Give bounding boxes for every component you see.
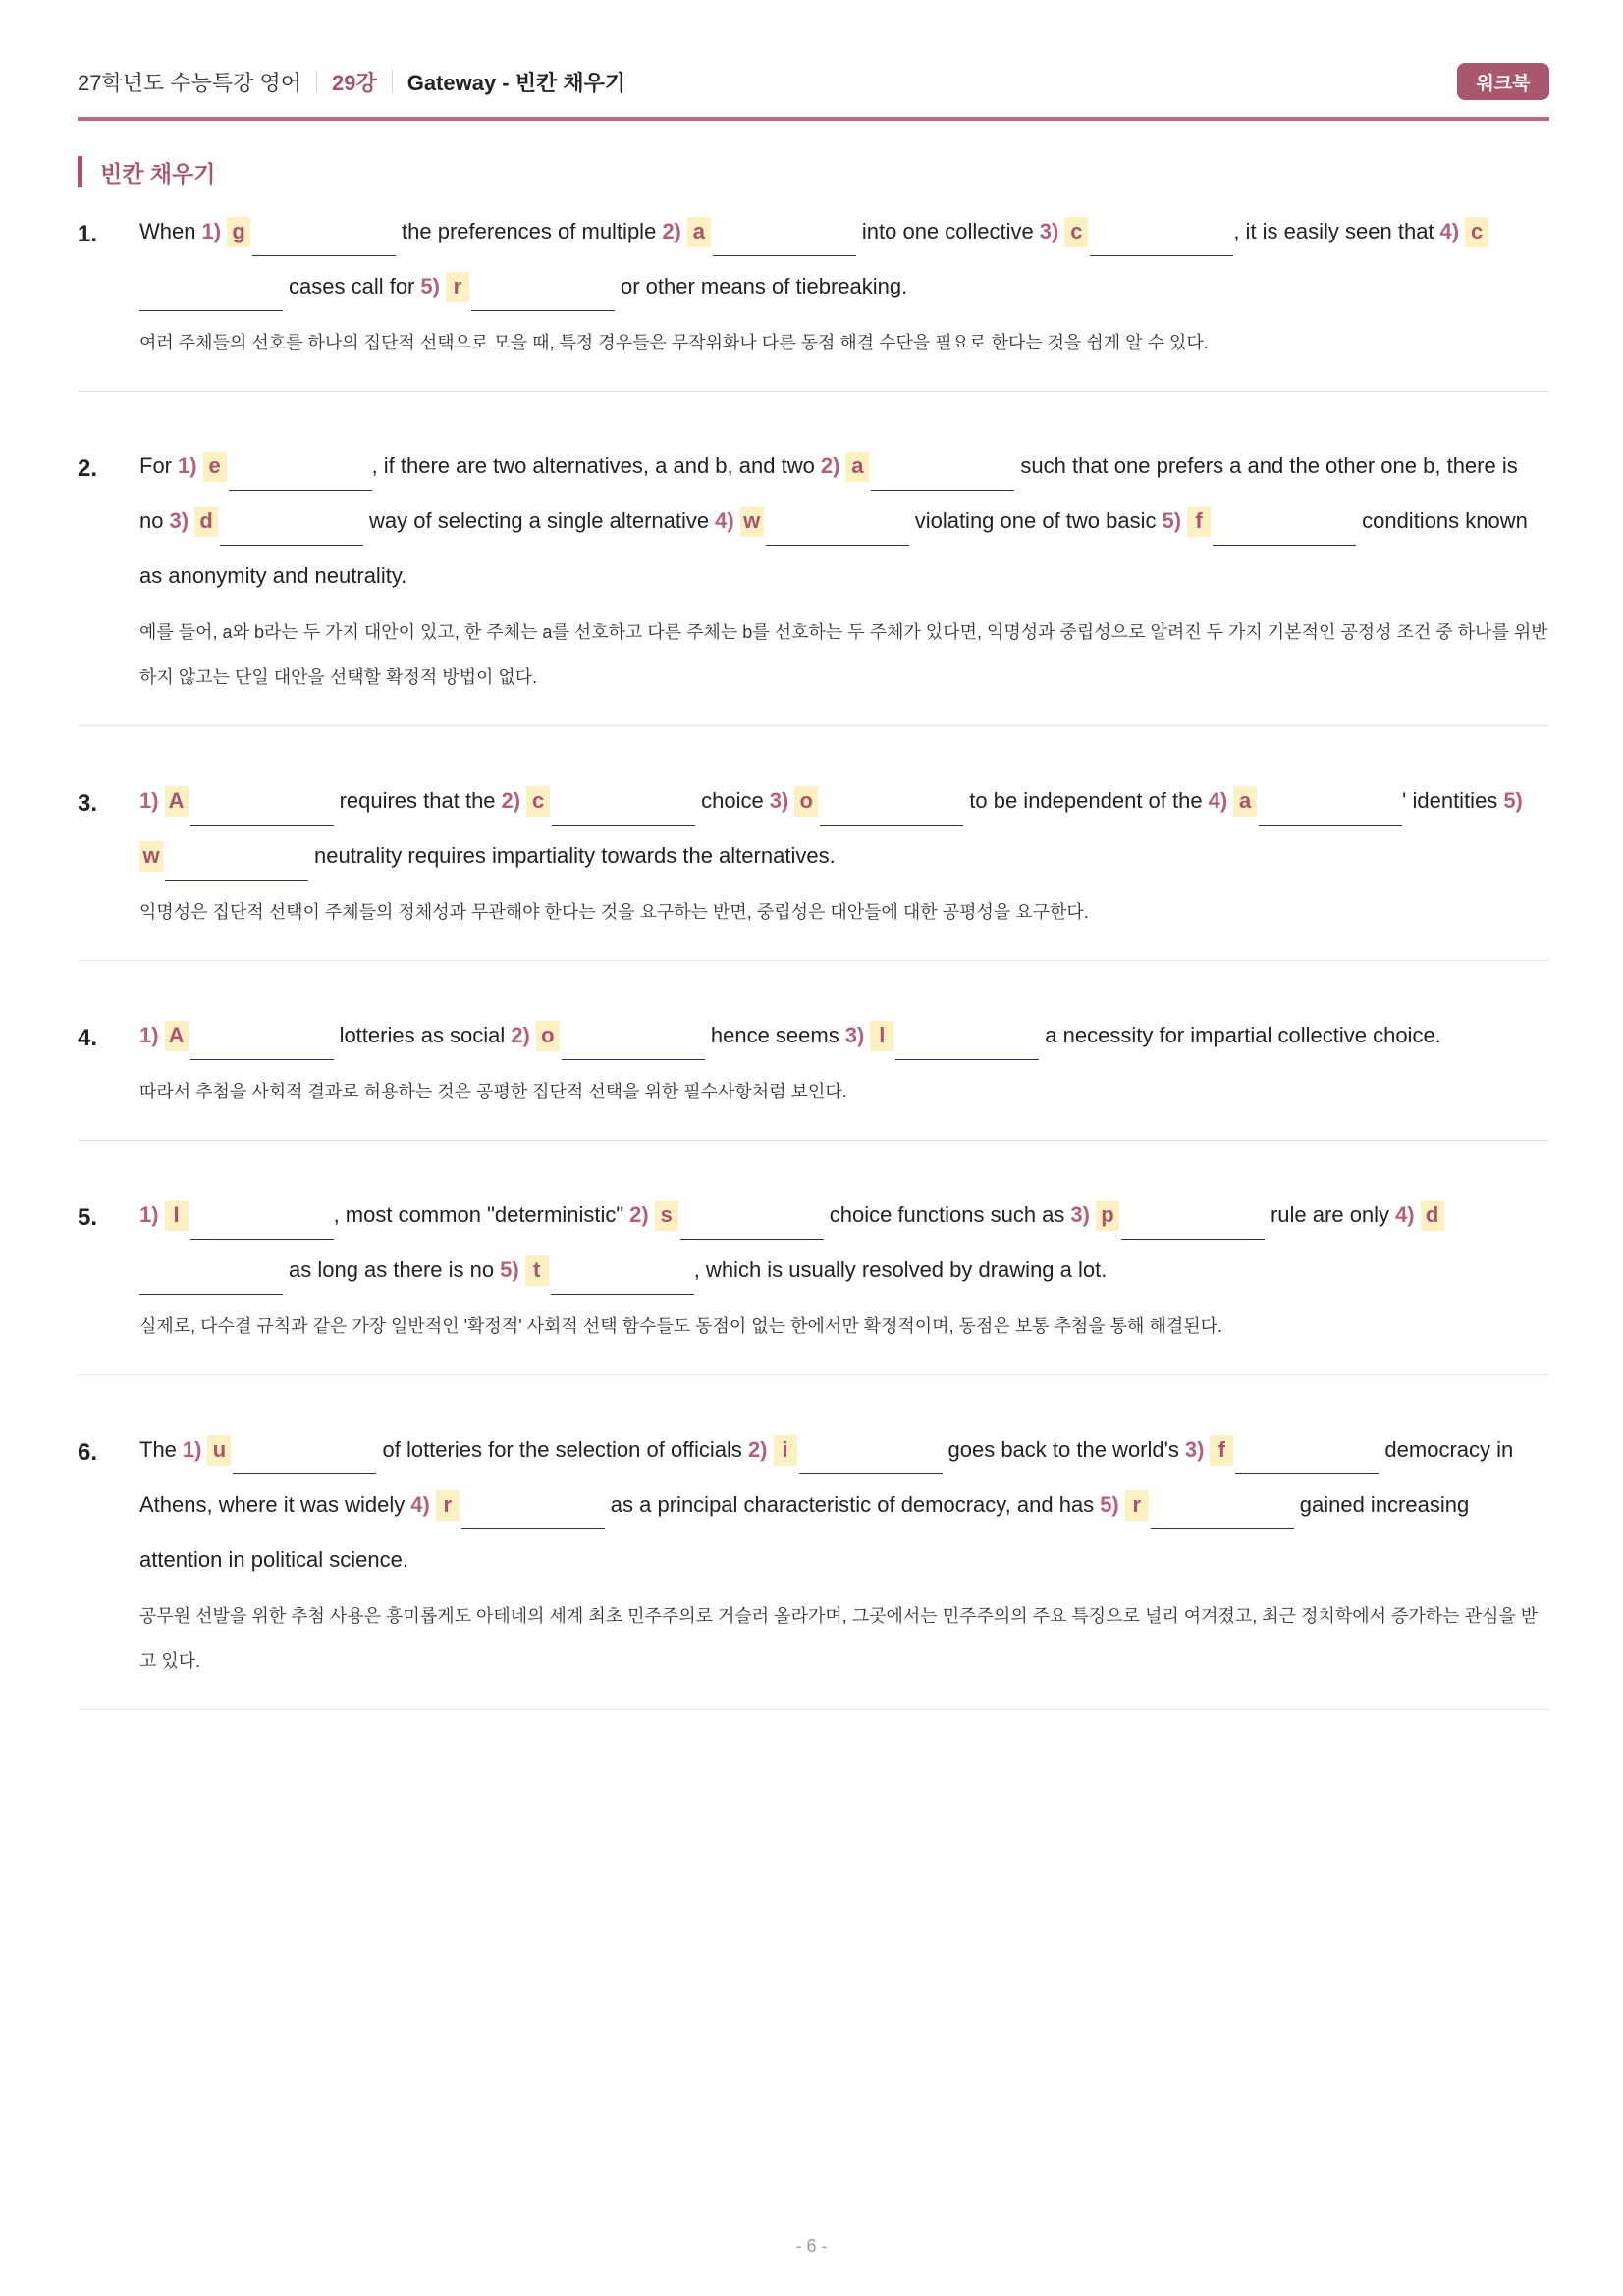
header-rule bbox=[78, 117, 1549, 121]
blank-number: 3) bbox=[1184, 1437, 1205, 1462]
sentence-text: When bbox=[139, 219, 196, 243]
hint-letter: a bbox=[845, 452, 869, 482]
blank-number: 1) bbox=[139, 1023, 159, 1047]
sentence-text: choice functions such as bbox=[829, 1202, 1065, 1227]
blank-number: 3) bbox=[1070, 1202, 1090, 1227]
korean-translation: 익명성은 집단적 선택이 주체들의 정체성과 무관해야 한다는 것을 요구하는 반면, 중립성은 대안들에 대한 공평성을 요구한다. bbox=[139, 902, 1089, 922]
blank-number: 2) bbox=[629, 1202, 649, 1227]
sentence-text: way of selecting a single alternative bbox=[369, 508, 710, 533]
answer-blank bbox=[820, 776, 963, 826]
book-title: 27학년도 수능특강 영어 bbox=[78, 70, 301, 95]
answer-blank bbox=[562, 1011, 705, 1060]
answer-blank bbox=[713, 207, 856, 256]
exercise-item bbox=[78, 189, 1549, 392]
section-bar bbox=[78, 156, 82, 187]
blank-number: 3) bbox=[844, 1023, 865, 1047]
blank-number: 2) bbox=[511, 1023, 530, 1047]
sentence-line bbox=[139, 1008, 1549, 1063]
sentence-text: , it is easily seen that bbox=[1233, 219, 1434, 243]
sentence-line bbox=[139, 1422, 1549, 1477]
hint-letter: p bbox=[1096, 1201, 1119, 1231]
exercise-item bbox=[78, 392, 1549, 726]
lesson-title: Gateway - 빈칸 채우기 bbox=[406, 70, 626, 95]
exercise-item bbox=[78, 726, 1549, 961]
blank-number: 5) bbox=[500, 1257, 519, 1282]
blank-number: 2) bbox=[662, 219, 681, 243]
hint-letter: f bbox=[1210, 1435, 1233, 1466]
sentence-line bbox=[139, 439, 1549, 494]
hint-letter: c bbox=[1465, 217, 1488, 247]
sentence-text: or other means of tiebreaking. bbox=[620, 274, 908, 298]
sentence-text: into one collective bbox=[861, 219, 1034, 243]
workbook-badge: 워크북 bbox=[1457, 63, 1549, 100]
blank-number: 1) bbox=[201, 219, 222, 243]
answer-blank bbox=[139, 262, 283, 311]
hint-letter: r bbox=[1125, 1490, 1149, 1521]
sentence-text: gained increasing bbox=[1299, 1492, 1470, 1517]
hint-letter: c bbox=[1064, 217, 1088, 247]
sentence-text: For bbox=[139, 454, 172, 478]
blank-number: 2) bbox=[501, 788, 521, 813]
sentence-text: as anonymity and neutrality. bbox=[139, 563, 407, 588]
answer-blank bbox=[229, 442, 372, 491]
answer-blank bbox=[551, 1246, 694, 1295]
sentence-text: violating one of two basic bbox=[914, 508, 1157, 533]
sentence-text: , most common "deterministic" bbox=[333, 1202, 624, 1227]
answer-blank bbox=[139, 1246, 283, 1295]
blank-number: 3) bbox=[1039, 219, 1059, 243]
sentence-text: lotteries as social bbox=[339, 1023, 506, 1047]
sentence-text: a necessity for impartial collective choice. bbox=[1045, 1023, 1441, 1047]
answer-blank bbox=[190, 1191, 334, 1240]
hint-letter: e bbox=[203, 452, 227, 482]
hint-letter: t bbox=[525, 1255, 549, 1286]
korean-translation: 공무원 선발을 위한 추첨 사용은 흥미롭게도 아테네의 세계 최초 민주주의로 거슬러 올라가며, 그곳에서는 민주주의의 주요 특징으로 널리 여겨졌고, 최근 정치학에서 증가하는 관심을 받고 있다. bbox=[139, 1606, 1539, 1671]
item-body bbox=[139, 1188, 1549, 1349]
answer-blank bbox=[1090, 207, 1233, 256]
korean-translation: 여러 주체들의 선호를 하나의 집단적 선택으로 모을 때, 특정 경우들은 무작위화나 다른 동점 해결 수단을 필요로 한다는 것을 쉽게 알 수 있다. bbox=[139, 333, 1209, 352]
sentence-text: as a principal characteristic of democracy, and has bbox=[610, 1492, 1095, 1517]
sentence-line bbox=[139, 1532, 1549, 1587]
sentence-text: no bbox=[139, 508, 164, 533]
answer-blank bbox=[1151, 1480, 1294, 1529]
header-breadcrumb bbox=[78, 67, 625, 97]
item-number: 4. bbox=[78, 1025, 98, 1051]
sentence-text: of lotteries for the selection of officials bbox=[382, 1437, 742, 1462]
answer-blank bbox=[165, 831, 308, 881]
blank-number: 1) bbox=[182, 1437, 202, 1462]
item-number: 3. bbox=[78, 790, 98, 817]
answer-blank bbox=[252, 207, 396, 256]
item-body bbox=[139, 774, 1549, 934]
sentence-text: as long as there is no bbox=[289, 1257, 495, 1282]
hint-letter: o bbox=[794, 786, 818, 817]
hint-letter: A bbox=[165, 786, 189, 817]
sentence-line bbox=[139, 204, 1549, 259]
sentence-text: rule are only bbox=[1270, 1202, 1390, 1227]
blank-number: 4) bbox=[715, 508, 734, 533]
exercise-item bbox=[78, 1375, 1549, 1710]
hint-letter: r bbox=[446, 272, 469, 302]
sentence-line bbox=[139, 1477, 1549, 1532]
sentence-text: hence seems bbox=[710, 1023, 839, 1047]
exercise-list bbox=[78, 189, 1549, 1710]
blank-number: 4) bbox=[1395, 1202, 1415, 1227]
answer-blank bbox=[190, 1011, 334, 1060]
blank-number: 5) bbox=[1162, 508, 1182, 533]
sentence-text: , which is usually resolved by drawing a lot. bbox=[693, 1257, 1108, 1282]
blank-number: 4) bbox=[1439, 219, 1460, 243]
section-heading bbox=[78, 154, 1549, 189]
answer-blank bbox=[190, 776, 334, 826]
korean-translation: 예를 들어, a와 b라는 두 가지 대안이 있고, 한 주체는 a를 선호하고 다른 주체는 b를 선호하는 두 주체가 있다면, 익명성과 중립성으로 알려진 두 가지 기본적인 공정성 조건 중 하나를 위반하지 않고는 단일 대안을 선택할 확정적 방법이 없다. bbox=[139, 622, 1548, 687]
main-content bbox=[78, 154, 1549, 1710]
sentence-text: cases call for bbox=[289, 274, 415, 298]
page-header bbox=[78, 63, 1549, 100]
hint-letter: d bbox=[194, 507, 218, 537]
answer-blank bbox=[1235, 1425, 1379, 1474]
item-body bbox=[139, 1008, 1549, 1114]
item-number: 2. bbox=[78, 455, 98, 482]
item-number: 6. bbox=[78, 1439, 98, 1466]
korean-translation: 실제로, 다수결 규칙과 같은 가장 일반적인 '확정적' 사회적 선택 함수들도 동점이 없는 한에서만 확정적이며, 동점은 보통 추첨을 통해 해결된다. bbox=[139, 1316, 1223, 1336]
hint-letter: g bbox=[227, 217, 250, 247]
hint-letter: l bbox=[870, 1021, 893, 1051]
item-body bbox=[139, 439, 1549, 700]
sentence-text: requires that the bbox=[339, 788, 496, 813]
hint-letter: o bbox=[536, 1021, 560, 1051]
lesson-number: 29강 bbox=[331, 70, 377, 95]
item-number: 5. bbox=[78, 1204, 98, 1231]
answer-blank bbox=[680, 1191, 824, 1240]
sentence-line bbox=[139, 549, 1549, 604]
hint-letter: w bbox=[139, 841, 163, 872]
blank-number: 3) bbox=[769, 788, 789, 813]
answer-blank bbox=[471, 262, 615, 311]
hint-letter: a bbox=[1233, 786, 1257, 817]
sentence-text: democracy in bbox=[1384, 1437, 1514, 1462]
answer-blank bbox=[233, 1425, 376, 1474]
answer-blank bbox=[895, 1011, 1039, 1060]
sentence-text: Athens, where it was widely bbox=[139, 1492, 406, 1517]
sentence-text: conditions known bbox=[1362, 508, 1528, 533]
sentence-text: such that one prefers a and the other one b, there is bbox=[1020, 454, 1518, 478]
hint-letter: d bbox=[1421, 1201, 1444, 1231]
blank-number: 2) bbox=[820, 454, 840, 478]
item-number: 1. bbox=[78, 221, 98, 247]
section-title: 빈칸 채우기 bbox=[100, 160, 216, 187]
blank-number: 2) bbox=[747, 1437, 768, 1462]
hint-letter: A bbox=[165, 1021, 189, 1051]
sentence-text: , if there are two alternatives, a and b, and two bbox=[371, 454, 815, 478]
sentence-text: to be independent of the bbox=[969, 788, 1203, 813]
hint-letter: r bbox=[436, 1490, 460, 1521]
hint-letter: s bbox=[655, 1201, 678, 1231]
sentence-text: ' identities bbox=[1402, 788, 1498, 813]
answer-blank bbox=[871, 442, 1014, 491]
item-body bbox=[139, 1422, 1549, 1683]
sentence-line bbox=[139, 1188, 1549, 1243]
sentence-line bbox=[139, 494, 1549, 549]
answer-blank bbox=[1259, 776, 1402, 826]
sentence-text: goes back to the world's bbox=[947, 1437, 1179, 1462]
hint-letter: c bbox=[526, 786, 550, 817]
korean-translation: 따라서 추첨을 사회적 결과로 허용하는 것은 공평한 집단적 선택을 위한 필수사항처럼 보인다. bbox=[139, 1082, 847, 1101]
sentence-line bbox=[139, 774, 1549, 828]
answer-blank bbox=[220, 497, 363, 546]
sentence-line bbox=[139, 1243, 1549, 1298]
blank-number: 4) bbox=[410, 1492, 430, 1517]
sentence-text: attention in political science. bbox=[139, 1547, 408, 1572]
sentence-text: the preferences of multiple bbox=[402, 219, 657, 243]
blank-number: 1) bbox=[139, 1202, 159, 1227]
hint-letter: u bbox=[207, 1435, 231, 1466]
answer-blank bbox=[799, 1425, 943, 1474]
header-separator bbox=[316, 70, 317, 93]
hint-letter: w bbox=[740, 507, 764, 537]
blank-number: 1) bbox=[139, 788, 159, 813]
answer-blank bbox=[461, 1480, 605, 1529]
hint-letter: i bbox=[774, 1435, 797, 1466]
blank-number: 5) bbox=[1503, 788, 1523, 813]
answer-blank bbox=[552, 776, 695, 826]
hint-letter: a bbox=[687, 217, 711, 247]
answer-blank bbox=[766, 497, 909, 546]
answer-blank bbox=[1121, 1191, 1265, 1240]
blank-number: 3) bbox=[169, 508, 189, 533]
blank-number: 5) bbox=[420, 274, 440, 298]
sentence-line bbox=[139, 828, 1549, 883]
header-separator bbox=[392, 70, 393, 93]
sentence-text: The bbox=[139, 1437, 177, 1462]
exercise-item bbox=[78, 1141, 1549, 1375]
blank-number: 5) bbox=[1100, 1492, 1119, 1517]
sentence-text: neutrality requires impartiality towards the alternatives. bbox=[314, 843, 836, 868]
sentence-text: choice bbox=[701, 788, 764, 813]
item-body bbox=[139, 204, 1549, 365]
page-number: - 6 - bbox=[795, 2236, 828, 2256]
answer-blank bbox=[1213, 497, 1356, 546]
hint-letter: I bbox=[165, 1201, 189, 1231]
exercise-item bbox=[78, 961, 1549, 1141]
blank-number: 1) bbox=[178, 454, 197, 478]
blank-number: 4) bbox=[1208, 788, 1228, 813]
sentence-line bbox=[139, 259, 1549, 314]
hint-letter: f bbox=[1187, 507, 1211, 537]
